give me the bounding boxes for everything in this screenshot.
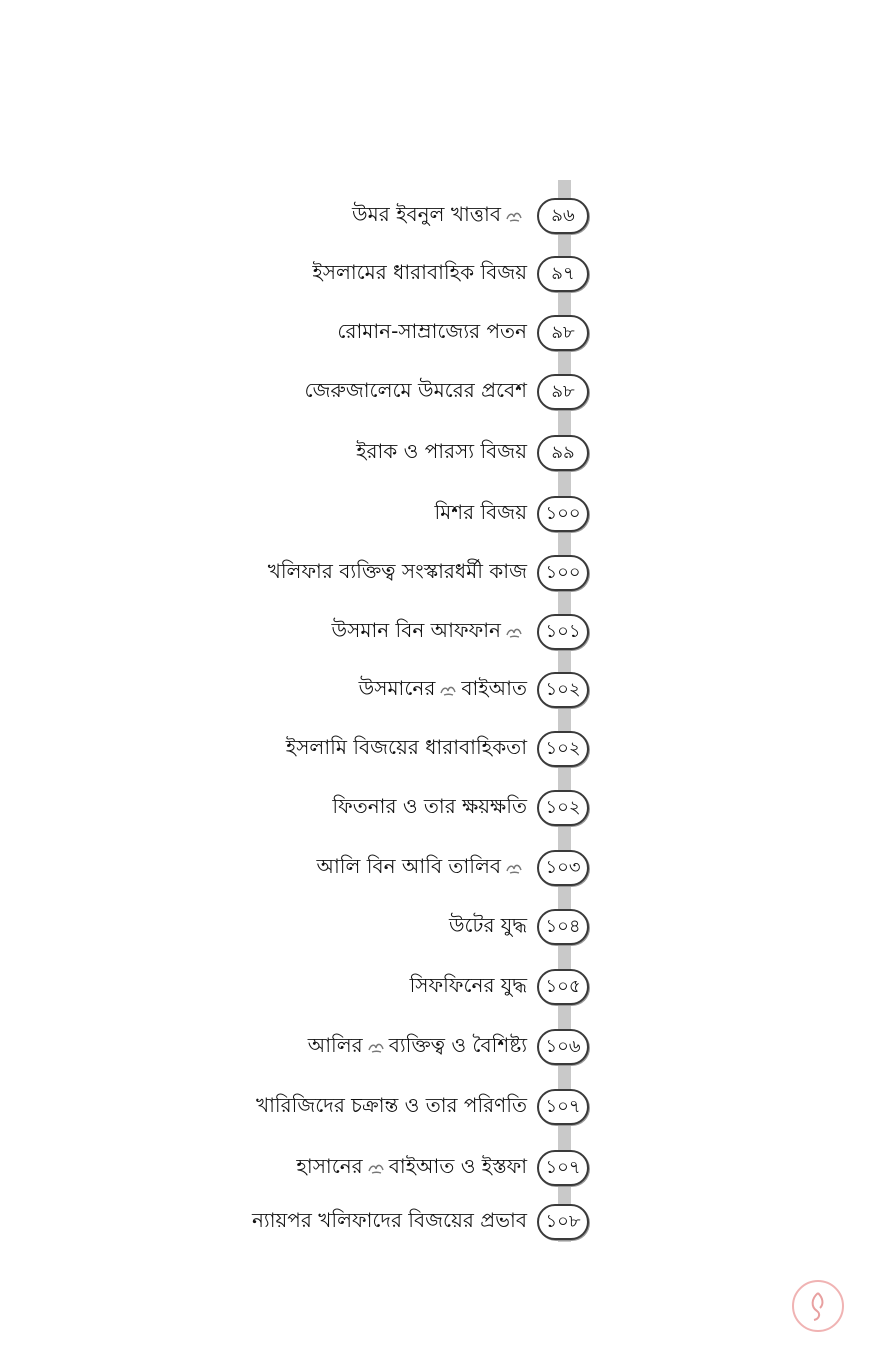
toc-title-part: আলির <box>307 1032 363 1057</box>
toc-entry-title <box>356 437 537 470</box>
page-number-badge: ৯৭ <box>537 256 589 292</box>
toc-entry-title <box>308 1031 537 1064</box>
toc-title-part: বাইআত <box>461 675 527 700</box>
toc-title-part: হাসানের <box>296 1153 363 1178</box>
honorific-glyph-icon <box>505 861 523 875</box>
page-number-badge: ৯৮ <box>537 315 589 351</box>
toc-entry-title <box>337 317 537 350</box>
toc-title-part: বাইআত ও ইস্তফা <box>388 1153 527 1178</box>
toc-entry[interactable] <box>0 370 575 414</box>
toc-entry-title <box>296 1152 537 1185</box>
toc-title-part: ব্যক্তিত্ব ও বৈশিষ্ট্য <box>388 1032 527 1057</box>
toc-entry[interactable] <box>0 846 581 890</box>
honorific-glyph-icon <box>367 1040 385 1054</box>
toc-title-part: উসমানের <box>358 675 436 700</box>
toc-title-text: উটের যুদ্ধ <box>448 912 527 937</box>
page-number-badge: ১০১ <box>537 614 589 650</box>
honorific-glyph-icon <box>439 683 457 697</box>
toc-entry[interactable] <box>0 610 581 654</box>
toc-entry[interactable] <box>0 1146 581 1190</box>
page-number-badge: ৯৯ <box>537 435 589 471</box>
toc-title-text: ইরাক ও পারস্য বিজয় <box>356 438 527 463</box>
toc-title-text: ইসলামি বিজয়ের ধারাবাহিকতা <box>285 734 527 759</box>
toc-title-text: ইসলামের ধারাবাহিক বিজয় <box>312 259 527 284</box>
toc-title-text: উসমান বিন আফফান <box>331 617 501 642</box>
toc-entry-title <box>352 200 537 233</box>
toc-entry-title <box>256 1091 537 1124</box>
page-number-badge: ১০২ <box>537 731 589 767</box>
page-number-badge: ১০৫ <box>537 969 589 1005</box>
page-number-badge: ১০৭ <box>537 1089 589 1125</box>
toc-entry-title <box>305 376 538 409</box>
page-number-badge: ১০৩ <box>537 850 589 886</box>
toc-title-text: রোমান-সাম্রাজ্যের পতন <box>337 318 527 343</box>
toc-entry-title <box>434 498 537 531</box>
page-number-badge: ১০২ <box>537 790 589 826</box>
page-number-badge: ১০৭ <box>537 1150 589 1186</box>
toc-entry[interactable] <box>0 551 581 595</box>
page-number-badge: ১০২ <box>537 672 589 708</box>
toc-entry-title <box>449 911 537 944</box>
toc-entry[interactable] <box>0 252 575 296</box>
toc-title-text: ফিতনার ও তার ক্ষয়ক্ষতি <box>332 793 527 818</box>
toc-title-text: উমর ইবনুল খাত্তাব <box>352 201 501 226</box>
toc-title-text: খলিফার ব্যক্তিত্ব সংস্কারধর্মী কাজ <box>267 558 527 583</box>
page-number-badge: ১০৬ <box>537 1029 589 1065</box>
toc-entry-title <box>312 258 537 291</box>
toc-entry[interactable] <box>0 786 581 830</box>
toc-entry-title <box>252 1206 537 1239</box>
page-number-badge: ৯৮ <box>537 374 589 410</box>
toc-entry[interactable] <box>0 1200 581 1244</box>
toc-entry-title <box>268 557 537 590</box>
toc-entry-title <box>332 616 537 649</box>
toc-title-text: খারিজিদের চক্রান্ত ও তার পরিণতি <box>256 1092 527 1117</box>
toc-entry[interactable] <box>0 311 575 355</box>
toc-title-text: জেরুজালেমে উমরের প্রবেশ <box>304 377 527 402</box>
toc-entry[interactable] <box>0 727 581 771</box>
toc-entry-title <box>332 792 537 825</box>
page-number-badge: ১০৪ <box>537 909 589 945</box>
honorific-glyph-icon <box>505 625 523 639</box>
toc-title-text: আলি বিন আবি তালিব <box>316 853 501 878</box>
toc-entry[interactable] <box>0 492 581 536</box>
toc-entry[interactable] <box>0 194 575 238</box>
toc-entry[interactable] <box>0 668 581 712</box>
toc-entry-title <box>316 852 537 885</box>
toc-entry-title <box>410 971 537 1004</box>
toc-entry[interactable] <box>0 1085 581 1129</box>
toc-entry[interactable] <box>0 431 575 475</box>
toc-entry-title <box>359 674 537 707</box>
toc-title-text: সিফফিনের যুদ্ধ <box>409 972 527 997</box>
page-number-badge: ১০৮ <box>537 1204 589 1240</box>
toc-entry[interactable] <box>0 905 581 949</box>
publisher-logo-icon <box>792 1280 844 1332</box>
toc-entry-title <box>286 733 537 766</box>
toc-entry[interactable] <box>0 1025 581 1069</box>
toc-title-text: ন্যায়পর খলিফাদের বিজয়ের প্রভাব <box>251 1207 527 1232</box>
page-number-badge: ১০০ <box>537 496 589 532</box>
honorific-glyph-icon <box>505 209 523 223</box>
toc-title-text: মিশর বিজয় <box>434 499 527 524</box>
page-number-badge: ১০০ <box>537 555 589 591</box>
page-number-badge: ৯৬ <box>537 198 589 234</box>
honorific-glyph-icon <box>367 1161 385 1175</box>
toc-entry[interactable] <box>0 965 581 1009</box>
